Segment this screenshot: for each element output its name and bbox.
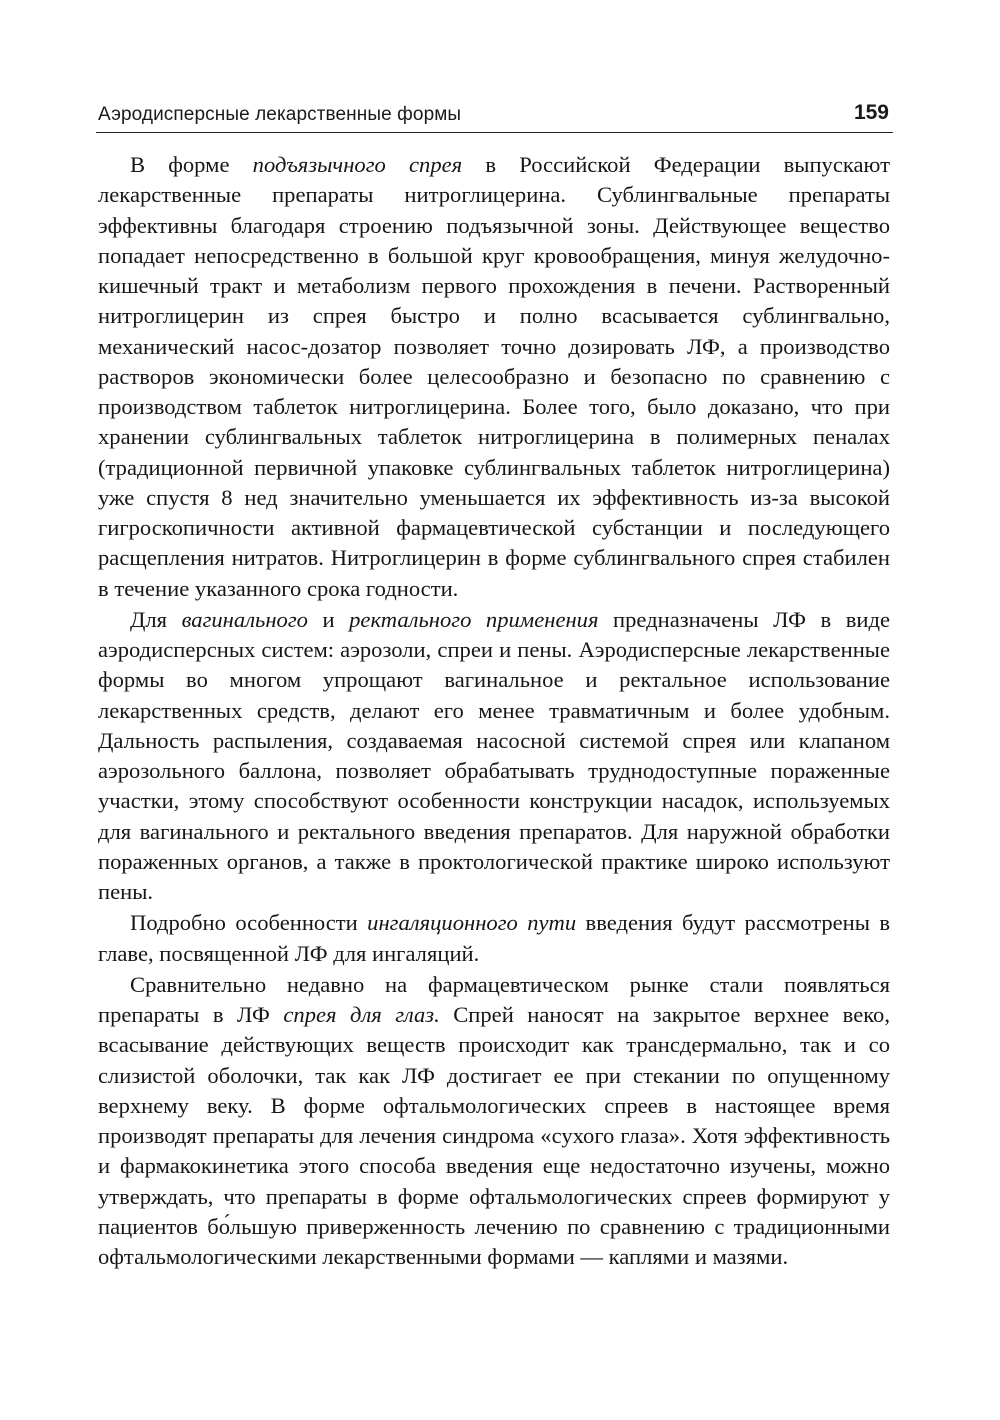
italic-term: ректального применения — [349, 606, 599, 632]
text-run: В форме — [130, 152, 253, 177]
paragraph-inhalation — [98, 908, 890, 969]
italic-term: подъязычного спрея — [252, 152, 463, 177]
section-title: Аэродисперсные лекарственные формы — [98, 104, 462, 125]
text-run: Спрей наносят на закрытое верхнее веко, всасывание действующих веществ происходит как трансдермально, так и со слизистой оболочки, так как ЛФ достигает ее при стекании по опущенному верхнему веку. В форме офтальмологических спреев в настоящее время производят препараты для лечения синдрома «сухого глаза». Хотя эффективность и фармакокинетика этого способа введения еще недостаточно изучены, можно утверждать, что препараты в форме офтальмологических спреев формируют у пациентов бо́льшую приверженность лечению по сравнению с традиционными офтальмологическими лекарственными формами — каплями и мазями. — [98, 1002, 890, 1269]
text-run: в Российской Федерации выпускают лекарственные препараты нитроглицерина. Сублингвальные препараты эффективны благодаря строению подъязычной зоны. Действующее вещество попадает непосредственно в большой круг кровообращения, минуя желудочно-кишечный тракт и метаболизм первого прохождения в печени. Растворенный нитроглицерин из спрея быстро и полно всасывается сублингвально, механический насос-дозатор позволяет точно дозировать ЛФ, а производство растворов экономически более целесообразно и безопасно по сравнению с производством таблеток нитроглицерина. Более того, было доказано, что при хранении сублингвальных таблеток нитроглицерина в полимерных пеналах (традиционной первичной упаковке сублингвальных таблеток нитроглицерина) уже спустя 8 нед значительно уменьшается их эффективность из-за высокой гигроскопичности активной фармацевтической субстанции и последующего расщепления нитратов. Нитроглицерин в форме сублингвального спрея стабилен в течение указанного срока годности. — [98, 152, 890, 601]
paragraph-sublingual-spray — [98, 150, 890, 604]
text-run: и — [307, 606, 350, 632]
paragraph-vaginal-rectal — [98, 605, 890, 908]
page-number: 159 — [853, 101, 889, 124]
paragraph-eye-spray — [98, 970, 890, 1273]
italic-term: спрея для глаз. — [283, 1002, 440, 1027]
text-run: введения будут рассмотрены в главе, посвященной ЛФ для ингаляций. — [98, 910, 890, 966]
text-run: Подробно особенности — [130, 910, 368, 936]
body-text — [98, 150, 890, 1272]
text-run: предназначены ЛФ в виде аэродисперсных систем: аэрозоли, спреи и пены. Аэродисперсные лекарственные формы во многом упрощают вагинальное и ректальное использование лекарственных средств, делают его менее травматичным и более удобным. Дальность распыления, создаваемая насосной системой спрея или клапаном аэрозольного баллона, позволяет обрабатывать труднодоступные пораженные участки, этому способствуют особенности конструкции насадок, используемых для вагинального и ректального введения препаратов. Для наружной обработки пораженных органов, а также в проктологической практике широко используют пены. — [98, 606, 890, 904]
text-run: Для — [130, 606, 182, 632]
running-header — [96, 100, 893, 133]
italic-term: ингаляционного пути — [367, 910, 577, 936]
italic-term: вагинального — [181, 606, 308, 632]
text-run: Сравнительно недавно на фармацевтическом рынке стали появляться препараты в ЛФ — [98, 971, 890, 1027]
